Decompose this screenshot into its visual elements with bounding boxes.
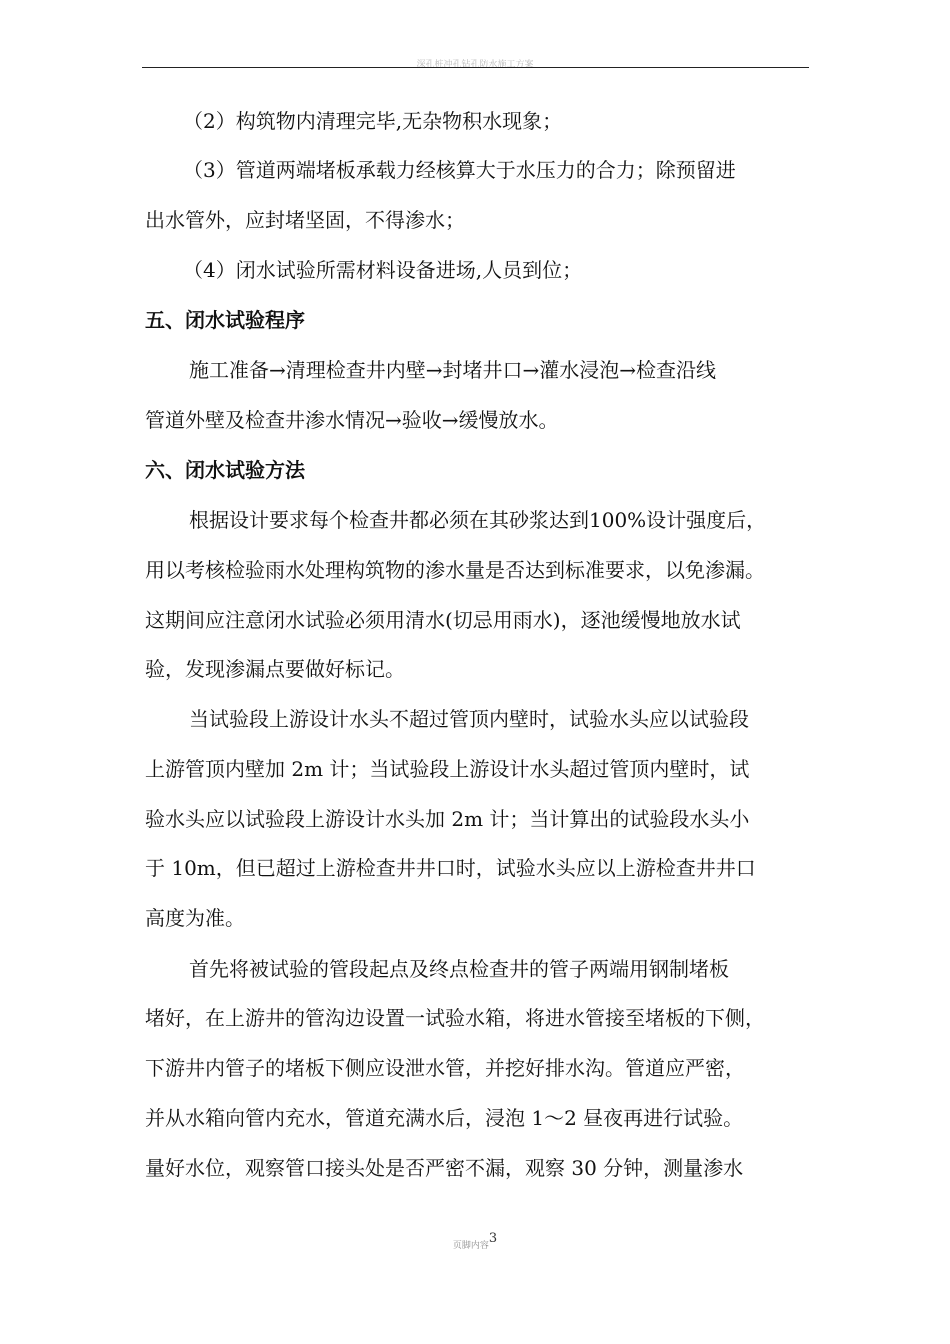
paragraph-line: 根据设计要求每个检查井都必须在其砂浆达到100%设计强度后， xyxy=(189,508,767,532)
section-heading: 六、闭水试验方法 xyxy=(145,458,305,482)
paragraph-line: 验水头应以试验段上游设计水头加 2m 计；当计算出的试验段水头小 xyxy=(145,807,750,831)
paragraph-line: 当试验段上游设计水头不超过管顶内壁时，试验水头应以试验段 xyxy=(189,707,749,731)
paragraph-line: 上游管顶内壁加 2m 计；当试验段上游设计水头超过管顶内壁时，试 xyxy=(145,757,750,781)
paragraph-line: 施工准备→清理检查井内壁→封堵井口→灌水浸泡→检查沿线 xyxy=(189,358,717,382)
paragraph-line: 堵好，在上游井的管沟边设置一试验水箱，将进水管接至堵板的下侧， xyxy=(145,1006,765,1030)
paragraph-line: 管道外壁及检查井渗水情况→验收→缓慢放水。 xyxy=(145,408,559,432)
paragraph-line: 量好水位，观察管口接头处是否严密不漏，观察 30 分钟，测量渗水 xyxy=(145,1156,744,1180)
page-number: 3 xyxy=(488,1231,498,1246)
paragraph-line: （2）构筑物内清理完毕,无杂物积水现象； xyxy=(183,109,563,133)
paragraph-line: 验，发现渗漏点要做好标记。 xyxy=(145,657,405,681)
paragraph-line: 并从水箱向管内充水，管道充满水后，浸泡 1～2 昼夜再进行试验。 xyxy=(145,1106,744,1130)
paragraph-line: （4）闭水试验所需材料设备进场,人员到位； xyxy=(183,258,583,282)
paragraph-line: 下游井内管子的堵板下侧应设泄水管，并挖好排水沟。管道应严密， xyxy=(145,1056,745,1080)
section-heading: 五、闭水试验程序 xyxy=(145,308,305,332)
page-footer xyxy=(0,1233,950,1252)
paragraph-line: （3）管道两端堵板承载力经核算大于水压力的合力；除预留进 xyxy=(183,158,736,182)
footer-label: 页脚内容 xyxy=(452,1241,489,1251)
paragraph-line: 首先将被试验的管段起点及终点检查井的管子两端用钢制堵板 xyxy=(189,957,729,981)
paragraph-line: 高度为准。 xyxy=(145,906,245,930)
header-divider xyxy=(142,67,809,68)
paragraph-line: 于 10m，但已超过上游检查井井口时，试验水头应以上游检查井井口 xyxy=(145,856,756,880)
page-header-title: 深孔桩冲孔钻孔防水施工方案 xyxy=(416,60,534,70)
paragraph-line: 出水管外，应封堵坚固，不得渗水； xyxy=(145,208,465,232)
paragraph-line: 这期间应注意闭水试验必须用清水(切忌用雨水)，逐池缓慢地放水试 xyxy=(145,608,741,632)
paragraph-line: 用以考核检验雨水处理构筑物的渗水量是否达到标准要求，以免渗漏。 xyxy=(145,558,765,582)
